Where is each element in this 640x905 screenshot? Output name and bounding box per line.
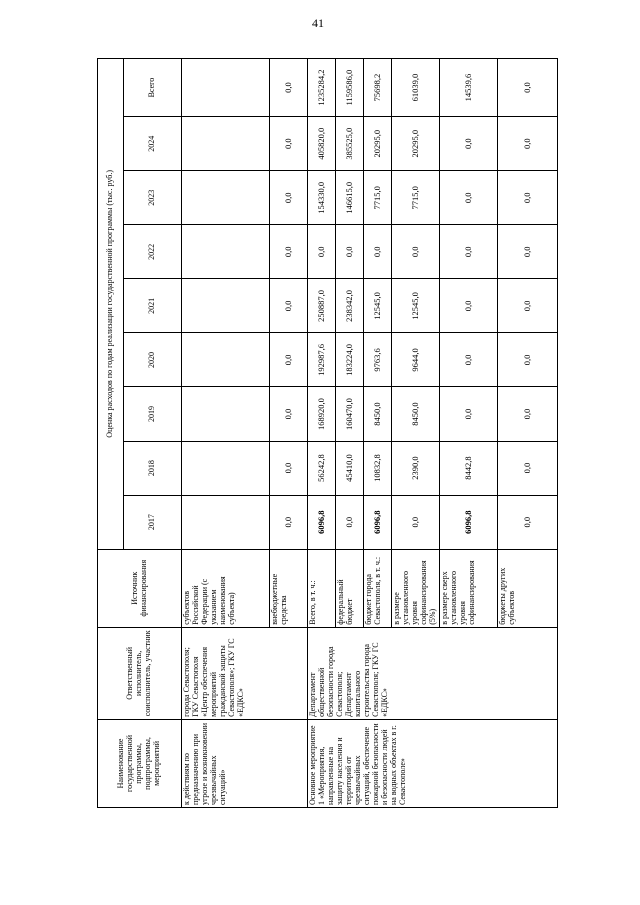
cell-total: 1159586,0 bbox=[336, 59, 364, 117]
header-row-1 bbox=[98, 59, 124, 808]
cell-total: 0,0 bbox=[497, 59, 557, 117]
header-year: 2020 bbox=[124, 333, 182, 387]
cell-source: субъектов Российской Федерации (с указанием наименования субъекта) bbox=[182, 549, 270, 627]
cell-value: 0,0 bbox=[497, 171, 557, 225]
cell-executor: города Севастополя; ГКУ Севастополя «Центр обеспечения мероприятий гражданской защиты Севастополя»; ГКУ ГС «ЕДКС» bbox=[182, 627, 308, 719]
cell-value: 20295,0 bbox=[392, 117, 440, 171]
cell-value: 56242,8 bbox=[308, 441, 336, 495]
cell-source: внебюджетные средства bbox=[270, 549, 308, 627]
cell-total bbox=[182, 59, 270, 117]
rotated-page-content bbox=[97, 58, 539, 808]
cell-value: 8450,0 bbox=[392, 387, 440, 441]
cell-value: 0,0 bbox=[308, 225, 336, 279]
header-year: 2023 bbox=[124, 171, 182, 225]
cell-value: 6096,8 bbox=[364, 495, 392, 549]
cell-value: 250887,0 bbox=[308, 279, 336, 333]
cell-value: 45410,0 bbox=[336, 441, 364, 495]
header-year: 2021 bbox=[124, 279, 182, 333]
cell-value: 6096,8 bbox=[308, 495, 336, 549]
header-total: Всего bbox=[124, 59, 182, 117]
header-year: 2024 bbox=[124, 117, 182, 171]
cell-total: 75698,2 bbox=[364, 59, 392, 117]
cell-value bbox=[182, 387, 270, 441]
cell-value: 183224,0 bbox=[336, 333, 364, 387]
cell-value: 0,0 bbox=[270, 333, 308, 387]
cell-value bbox=[182, 171, 270, 225]
cell-value: 192987,6 bbox=[308, 333, 336, 387]
cell-source: бюджеты других субъектов bbox=[497, 549, 557, 627]
cell-source: в размере сверх установленного уровня софинансирования bbox=[439, 549, 497, 627]
cell-value: 168920,0 bbox=[308, 387, 336, 441]
cell-value: 0,0 bbox=[497, 495, 557, 549]
cell-value bbox=[182, 495, 270, 549]
cell-value: 0,0 bbox=[497, 387, 557, 441]
cell-total: 61039,0 bbox=[392, 59, 440, 117]
cell-value: 6096,8 bbox=[439, 495, 497, 549]
cell-value: 0,0 bbox=[270, 117, 308, 171]
cell-value: 160470,0 bbox=[336, 387, 364, 441]
cell-value bbox=[182, 225, 270, 279]
cell-value: 154330,0 bbox=[308, 171, 336, 225]
cell-value: 8450,0 bbox=[364, 387, 392, 441]
cell-value: 0,0 bbox=[497, 333, 557, 387]
cell-total: 0,0 bbox=[270, 59, 308, 117]
cell-total: 14539,6 bbox=[439, 59, 497, 117]
cell-value: 0,0 bbox=[497, 117, 557, 171]
cell-value: 0,0 bbox=[439, 387, 497, 441]
cell-value: 0,0 bbox=[392, 225, 440, 279]
cell-value: 2390,0 bbox=[392, 441, 440, 495]
cell-value: 0,0 bbox=[270, 225, 308, 279]
cell-value: 0,0 bbox=[270, 441, 308, 495]
cell-source: бюджет города Севастополя, в т. ч.: bbox=[364, 549, 392, 627]
cell-value: 0,0 bbox=[270, 171, 308, 225]
cell-measure-name: к действиям по предназначению при угрозе и возникновении чрезвычайных ситуаций» bbox=[182, 719, 308, 807]
cell-value: 9763,6 bbox=[364, 333, 392, 387]
table-row bbox=[182, 59, 270, 808]
cell-value: 0,0 bbox=[270, 495, 308, 549]
cell-value bbox=[182, 333, 270, 387]
header-year: 2019 bbox=[124, 387, 182, 441]
cell-value: 146615,0 bbox=[336, 171, 364, 225]
header-estimate: Оценка расходов по годам реализации государственной программы (тыс. руб.) bbox=[98, 59, 124, 550]
cell-value: 0,0 bbox=[270, 387, 308, 441]
cell-value: 0,0 bbox=[439, 279, 497, 333]
header-year: 2017 bbox=[124, 495, 182, 549]
page-number: 41 bbox=[312, 16, 324, 30]
cell-value: 0,0 bbox=[439, 333, 497, 387]
header-year: 2018 bbox=[124, 441, 182, 495]
cell-value: 0,0 bbox=[497, 225, 557, 279]
cell-value: 10832,8 bbox=[364, 441, 392, 495]
cell-value: 0,0 bbox=[336, 225, 364, 279]
cell-value: 9644,0 bbox=[392, 333, 440, 387]
cell-value: 0,0 bbox=[336, 495, 364, 549]
cell-value: 12545,0 bbox=[392, 279, 440, 333]
cell-value: 20295,0 bbox=[364, 117, 392, 171]
cell-source: федеральный бюджет bbox=[336, 549, 364, 627]
header-source: Источник финансирования bbox=[98, 549, 182, 627]
cell-value: 7715,0 bbox=[364, 171, 392, 225]
cell-source: в размере установленного уровня софинансирования (5%) bbox=[392, 549, 440, 627]
header-name: Наименование государственной программы, подпрограммы, мероприятий bbox=[98, 719, 182, 807]
cell-source: Всего, в т. ч.: bbox=[308, 549, 336, 627]
cell-value: 8442,8 bbox=[439, 441, 497, 495]
cell-value: 0,0 bbox=[497, 279, 557, 333]
cell-value: 0,0 bbox=[270, 279, 308, 333]
cell-value: 0,0 bbox=[497, 441, 557, 495]
cell-measure-name: Основное мероприятие 1 «Мероприятия, направленные на защиту населения и территорий от чрезвычайных ситуаций, обеспечение пожарной безопасности и безопасности людей на водных объектах в г. Севастополе» bbox=[308, 719, 558, 807]
cell-value: 0,0 bbox=[439, 225, 497, 279]
cell-executor: Департамент общественной безопасности города Севастополя; Департамент капитального строительства города Севастополя; ГКУ ГС «ЕДКС» bbox=[308, 627, 558, 719]
cell-value bbox=[182, 441, 270, 495]
cell-value: 0,0 bbox=[439, 171, 497, 225]
cell-value: 0,0 bbox=[392, 495, 440, 549]
cell-value: 0,0 bbox=[439, 117, 497, 171]
cell-value: 7715,0 bbox=[392, 171, 440, 225]
table-row bbox=[308, 59, 336, 808]
cell-value: 385525,0 bbox=[336, 117, 364, 171]
cell-value bbox=[182, 279, 270, 333]
header-executor: Ответственный исполнитель, соисполнитель, участник bbox=[98, 627, 182, 719]
cell-total: 1235284,2 bbox=[308, 59, 336, 117]
cell-value: 0,0 bbox=[364, 225, 392, 279]
cell-value: 238342,0 bbox=[336, 279, 364, 333]
cell-value: 405820,0 bbox=[308, 117, 336, 171]
program-expense-table bbox=[97, 58, 558, 808]
cell-value: 12545,0 bbox=[364, 279, 392, 333]
cell-value bbox=[182, 117, 270, 171]
header-year: 2022 bbox=[124, 225, 182, 279]
